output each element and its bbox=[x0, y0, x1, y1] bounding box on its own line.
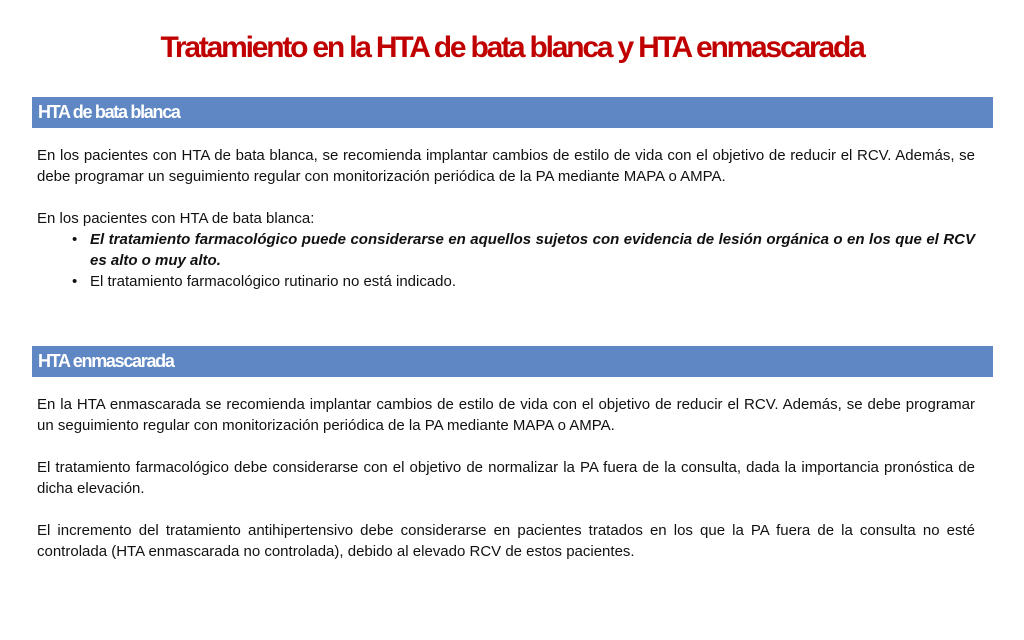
section-body-masked bbox=[37, 394, 975, 562]
bullet-marker: • bbox=[72, 273, 78, 290]
list-item bbox=[37, 271, 975, 292]
white-coat-bullet-list bbox=[37, 229, 975, 292]
masked-escalation-paragraph: El incremento del tratamiento antihipertensivo debe considerarse en pacientes tratados en los que la PA fuera de la consulta no esté controlada (HTA enmascarada no controlada), debido al elevado RCV de estos pacientes. bbox=[37, 522, 975, 560]
paragraph-spacer bbox=[37, 499, 975, 520]
bullet-marker: • bbox=[72, 231, 78, 248]
masked-treatment-paragraph: El tratamiento farmacológico debe considerarse con el objetivo de normalizar la PA fuera de la consulta, dada la importancia pronóstica de dicha elevación. bbox=[37, 459, 975, 497]
masked-recommendation-paragraph: En la HTA enmascarada se recomienda implantar cambios de estilo de vida con el objetivo de reducir el RCV. Además, se debe programar un seguimiento regular con monitorización periódica de la PA mediante MAPA o AMPA. bbox=[37, 396, 975, 434]
white-coat-recommendation-paragraph: En los pacientes con HTA de bata blanca, se recomienda implantar cambios de estilo de vida con el objetivo de reducir el RCV. Además, se debe programar un seguimiento regular con monitorización periódica de la PA mediante MAPA o AMPA. bbox=[37, 147, 975, 185]
paragraph-spacer bbox=[37, 436, 975, 457]
bullet-text: El tratamiento farmacológico rutinario no está indicado. bbox=[90, 273, 457, 290]
bullet-text-emphasized: El tratamiento farmacológico puede considerarse en aquellos sujetos con evidencia de lesión orgánica o en los que el RCV es alto o muy alto. bbox=[90, 231, 975, 269]
section-header-white-coat: HTA de bata blanca bbox=[32, 97, 993, 128]
section-body-white-coat bbox=[37, 145, 975, 292]
section-header-masked: HTA enmascarada bbox=[32, 346, 993, 377]
white-coat-intro-paragraph: En los pacientes con HTA de bata blanca: bbox=[37, 210, 315, 227]
slide-title: Tratamiento en la HTA de bata blanca y HTA enmascarada bbox=[160, 31, 864, 64]
list-item bbox=[37, 229, 975, 271]
paragraph-spacer bbox=[37, 187, 975, 208]
